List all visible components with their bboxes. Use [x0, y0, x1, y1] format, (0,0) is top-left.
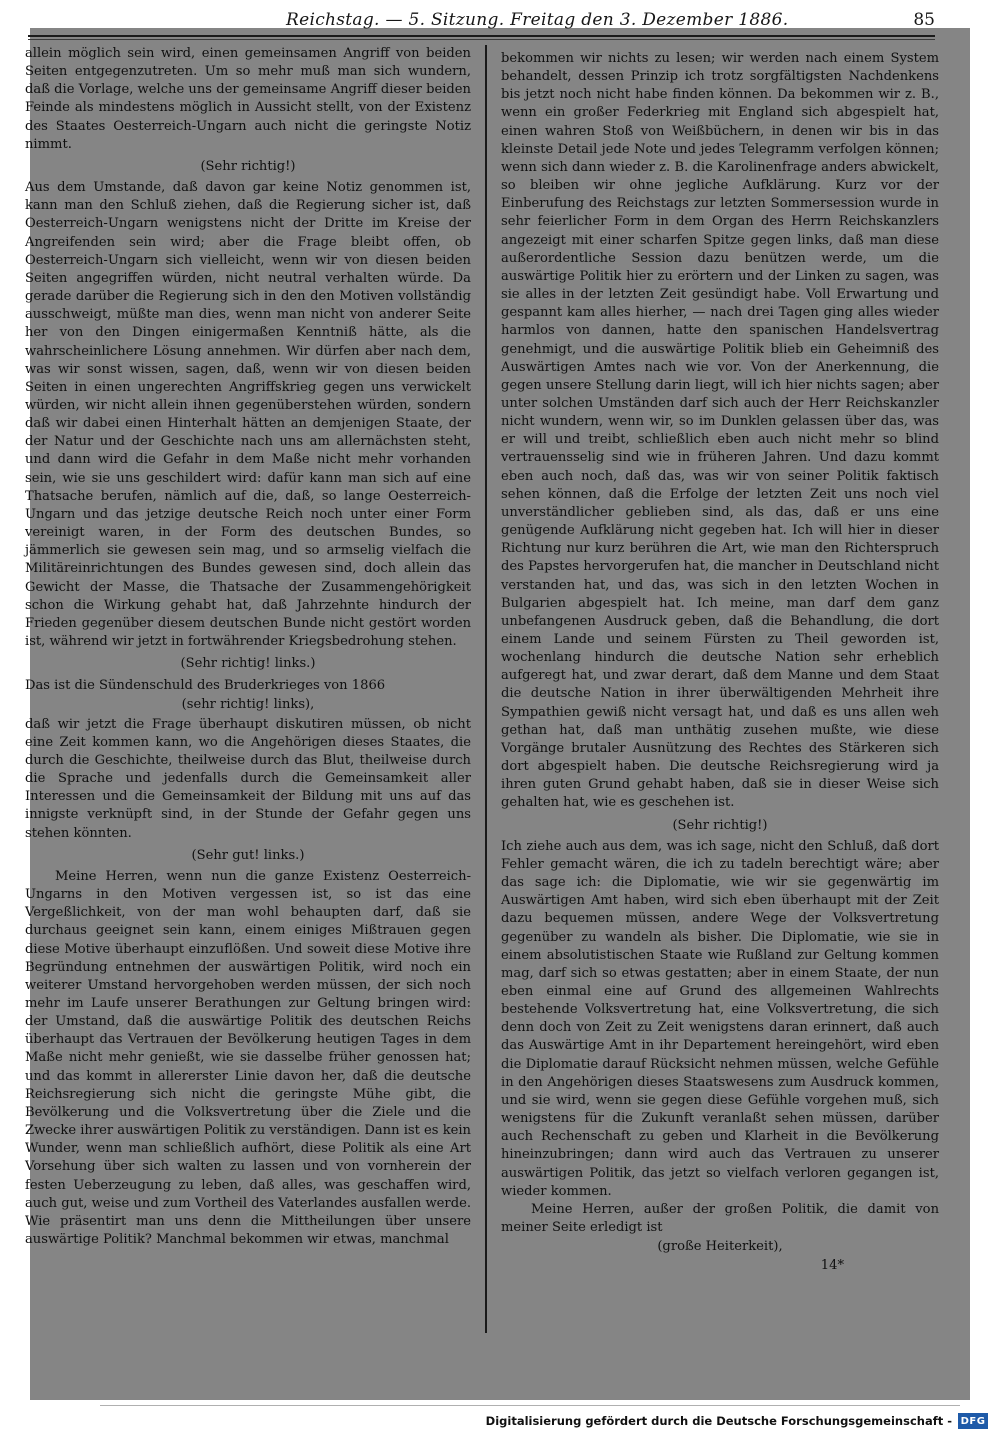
running-title: Reichstag. — 5. Sitzung. Freitag den 3. Dezember 1886. — [286, 10, 789, 30]
page-number: 85 — [913, 10, 935, 30]
interjection: (große Heiterkeit), — [657, 1239, 783, 1255]
footer — [486, 1411, 988, 1431]
column-divider — [485, 45, 487, 1333]
interjection: (Sehr richtig! links.) — [180, 656, 316, 672]
signature-mark: 14* — [820, 1258, 844, 1274]
paragraph: bekommen wir nichts zu lesen; wir werden nach einem System behandelt, dessen Prinzip ich trotz sorgfältigsten Nachdenkens bis jetzt noch nicht habe finden können. Da bekommen wir z. B., wenn ein großer Federkrieg mit England sich abgespielt hat, einen wahren Stoß von Weißbüchern, in denen wir bis in das kleinste Detail jede Note und jedes Telegramm verfolgen können; wenn sich dann wieder z. B. die Karolinenfrage anders abwickelt, so bleiben wir ohne jegliche Aufklärung. Kurz vor der Einberufung des Reichstags zur letzten Sommersession wurde in sehr feierlicher Form in dem Organ des Herrn Reichskanzlers angezeigt mit einer scharfen Spitze gegen links, daß man diese außerordentliche Session dazu benützen werde, um die auswärtige Politik hier zu erörtern und der Linken zu sagen, was sie alles in der letzten Zeit gesündigt habe. Voll Erwartung und gespannt kam alles hierher, — nach drei Tagen ging alles wieder harmlos von dannen, hatte den spanischen Handelsvertrag genehmigt, und die auswärtige Politik blieb ein Geheimniß des Auswärtigen Amtes nach wie vor. Von der Anerkennung, die gegen unsere Stellung darin liegt, will ich hier nichts sagen; aber unter solchen Umständen darf sich auch der Herr Reichskanzler nicht wundern, wenn wir, so im Dunklen gelassen über das, was er will und treibt, schließlich eben auch nicht mehr so blind vertrauensselig sind wie in früheren Jahren. Und dazu kommt eben auch noch, daß das, was wir von seiner Politik faktisch sehen können, daß die Erfolge der letzten Zeit uns noch viel unverständlicher geblieben sind, als das, daß er uns eine genügende Aufklärung nicht gegeben hat. Ich will hier in dieser Richtung nur kurz berühren die Art, wie man den Richterspruch des Papstes hervorgerufen hat, die mancher in Deutschland nicht verstanden hat, und das, was sich in den letzten Wochen in Bulgarien abgespielt hat. Ich meine, man darf dem ganz unbefangenen Ausdruck geben, daß die Behandlung, die dort einem Lande und seinem Fürsten zu Theil geworden ist, wochenlang hindurch die deutsche Nation sehr erheblich aufgeregt hat, und zwar derart, daß dem Manne und dem Staat die deutsche Nation in ihrer überwältigenden Mehrheit ihre Sympathien gewiß nicht versagt hat, und daß es uns allen weh gethan hat, daß man unthätig zusehen mußte, wie diese Vorgänge brutaler Ausnützung des Rechtes des Stärkeren sich dort abgespielt haben. Die deutsche Reichsregierung wird ja ihren guten Grund gehabt haben, daß sie in dieser Weise sich gehalten hat, wie es geschehen ist. — [501, 51, 939, 811]
paragraph: allein möglich sein wird, einen gemeinsamen Angriff von beiden Seiten entgegenzutreten. Um so mehr muß man sich wundern, daß die Vorlage, welche uns der gemeinsame Angriff dieser beiden Feinde als mindestens möglich in Aussicht stellt, von der Existenz des Staates Oesterreich-Ungarn auch nicht die geringste Notiz nimmt. — [25, 46, 471, 152]
interjection: (Sehr richtig!) — [672, 817, 768, 833]
paragraph: Aus dem Umstande, daß davon gar keine Notiz genommen ist, kann man den Schluß ziehen, daß die Regierung sicher ist, daß Oesterreich-Ungarn wenigstens nicht der Dritte im Kreise der Angreifenden sein wird; aber die Frage bleibt offen, ob Oesterreich-Ungarn sich vielleicht, wenn wir von diesen beiden Seiten angegriffen würden, nicht neutral verhalten würde. Da gerade darüber die Regierung sich in den den Motiven vollständig ausschweigt, müßte man dies, wenn man nicht von anderer Seite her von den Dingen einigermaßen Kenntniß hätte, als die wahrscheinlichere Lösung annehmen. Wir dürfen aber nach dem, was wir sonst wissen, sagen, daß, wenn wir von diesen beiden Seiten in einen ungerechten Angriffskrieg gegen uns verwickelt würden, wir nicht allein ihnen gegenüberstehen würden, sondern daß wir dabei einen Hinterhalt hätten an demjenigen Staate, der der Natur und der Geschichte nach uns am allernächsten steht, und dann wird die Gefahr in dem Maße nicht mehr vorhanden sein, wie sie uns geschildert wird: dafür kann man sich auf eine Thatsache berufen, nämlich auf die, daß, so lange Oesterreich-Ungarn und das jetzige deutsche Reich noch unter einer Form vereinigt waren, in der Form des deutschen Bundes, so jämmerlich sie gewesen sein mag, und so armselig vielfach die Militäreinrichtungen des Bundes gewesen sind, doch allein das Gewicht der Masse, die Thatsache der Zusammengehörigkeit schon die Wirkung gehabt hat, daß Jahrzehnte hindurch der Frieden gegenüber diesem deutschen Bunde nicht gestört worden ist, während wir jetzt in fortwährender Kriegsbedrohung stehen. — [25, 180, 471, 649]
header-rule — [28, 35, 935, 37]
dfg-logo-icon: DFG — [958, 1413, 988, 1429]
paragraph: Meine Herren, außer der großen Politik, die damit von meiner Seite erledigt ist — [501, 1201, 939, 1235]
paragraph: Das ist die Sündenschuld des Bruderkrieges von 1866 — [25, 678, 386, 694]
right-column — [501, 50, 939, 1275]
footer-credit: Digitalisierung gefördert durch die Deutsche Forschungsgemeinschaft - — [485, 1414, 952, 1428]
interjection: (Sehr richtig!) — [200, 158, 296, 174]
left-column — [25, 45, 471, 1249]
paragraph: Meine Herren, wenn nun die ganze Existenz Oesterreich-Ungarns in den Motiven vergessen ist, so ist das eine Vergeßlichkeit, von der man wohl behaupten darf, daß sie durchaus geeignet sein kann, einem einiges Mißtrauen gegen diese Motive überhaupt einzuflößen. Und soweit diese Motive ihre Begründung entnehmen der auswärtigen Politik, wird noch ein weiterer Umstand hervorgehoben werden müssen, der sich noch mehr im Laufe unserer Berathungen zur Geltung bringen wird: der Umstand, daß die auswärtige Politik des deutschen Reichs überhaupt das Vertrauen der Bevölkerung heutigen Tages in dem Maße nicht mehr genießt, wie sie dasselbe früher genossen hat; und das kommt in allererster Linie davon her, daß die deutsche Reichsregierung sich nicht die geringste Mühe gibt, die Bevölkerung und die Volksvertretung über die Ziele und die Zwecke ihrer auswärtigen Politik zu verständigen. Dann ist es kein Wunder, wenn man schließlich aufhört, diese Politik als eine Art Vorsehung über sich walten zu lassen und von vornherein der festen Ueberzeugung zu leben, daß alles, was geschaffen wird, auch gut, weise und zum Vortheil des Vaterlandes ausfallen werde. Wie präsentirt man uns denn die Mittheilungen über unsere auswärtige Politik? Manchmal bekommen wir etwas, manchmal — [25, 868, 471, 1247]
paragraph: Ich ziehe auch aus dem, was ich sage, nicht den Schluß, daß dort Fehler gemacht wären, die ich zu tadeln berechtigt wäre; aber das sage ich: die Diplomatie, wie wir sie gegenwärtig im Auswärtigen Amt haben, wird sich eben überhaupt mit der Zeit dazu bequemen müssen, andere Wege der Volksvertretung gegenüber zu wandeln als bisher. Die Diplomatie, wie sie in einem absolutistischen Staate wie Rußland zur Geltung kommen mag, darf sich so etwas gestatten; aber in einem Staate, der nun eben einmal eine auf Grund des allgemeinen Wahlrechts bestehende Volksvertretung hat, eine Volksvertretung, die sich denn doch von Zeit zu Zeit wenigstens daran erinnert, daß auch das Auswärtige Amt in ihr Departement hereingehört, wird eben die Diplomatie darauf Rücksicht nehmen müssen, welche Gefühle in den Angehörigen dieses Staatswesens zum Ausdruck kommen, und sie wird, wenn sie gegen diese Gefühle vorgehen muß, sich wenigstens für die Zukunft veranlaßt sehen müssen, darüber auch Rechenschaft zu geben und Klarheit in die Bevölkerung hineinzubringen; dann wird auch das Vertrauen zu unserer auswärtigen Politik, das jetzt so vielfach verloren gegangen ist, wieder kommen. — [501, 838, 939, 1199]
header-rule-thin — [28, 39, 935, 40]
interjection: (Sehr gut! links.) — [191, 847, 305, 863]
interjection: (sehr richtig! links), — [181, 697, 315, 713]
paragraph: daß wir jetzt die Frage überhaupt diskutiren müssen, ob nicht eine Zeit kommen kann, wo die Angehörigen dieses Staates, die durch die Geschichte, theilweise durch das Blut, theilweise durch die Sprache und jedenfalls durch die Gemeinsamkeit aller Interessen und die Gemeinsamkeit der Bildung mit uns auf das innigste verknüpft sind, in der Stunde der Gefahr gegen uns stehen könnten. — [25, 716, 471, 841]
running-header — [28, 10, 935, 30]
footer-rule — [100, 1405, 960, 1406]
